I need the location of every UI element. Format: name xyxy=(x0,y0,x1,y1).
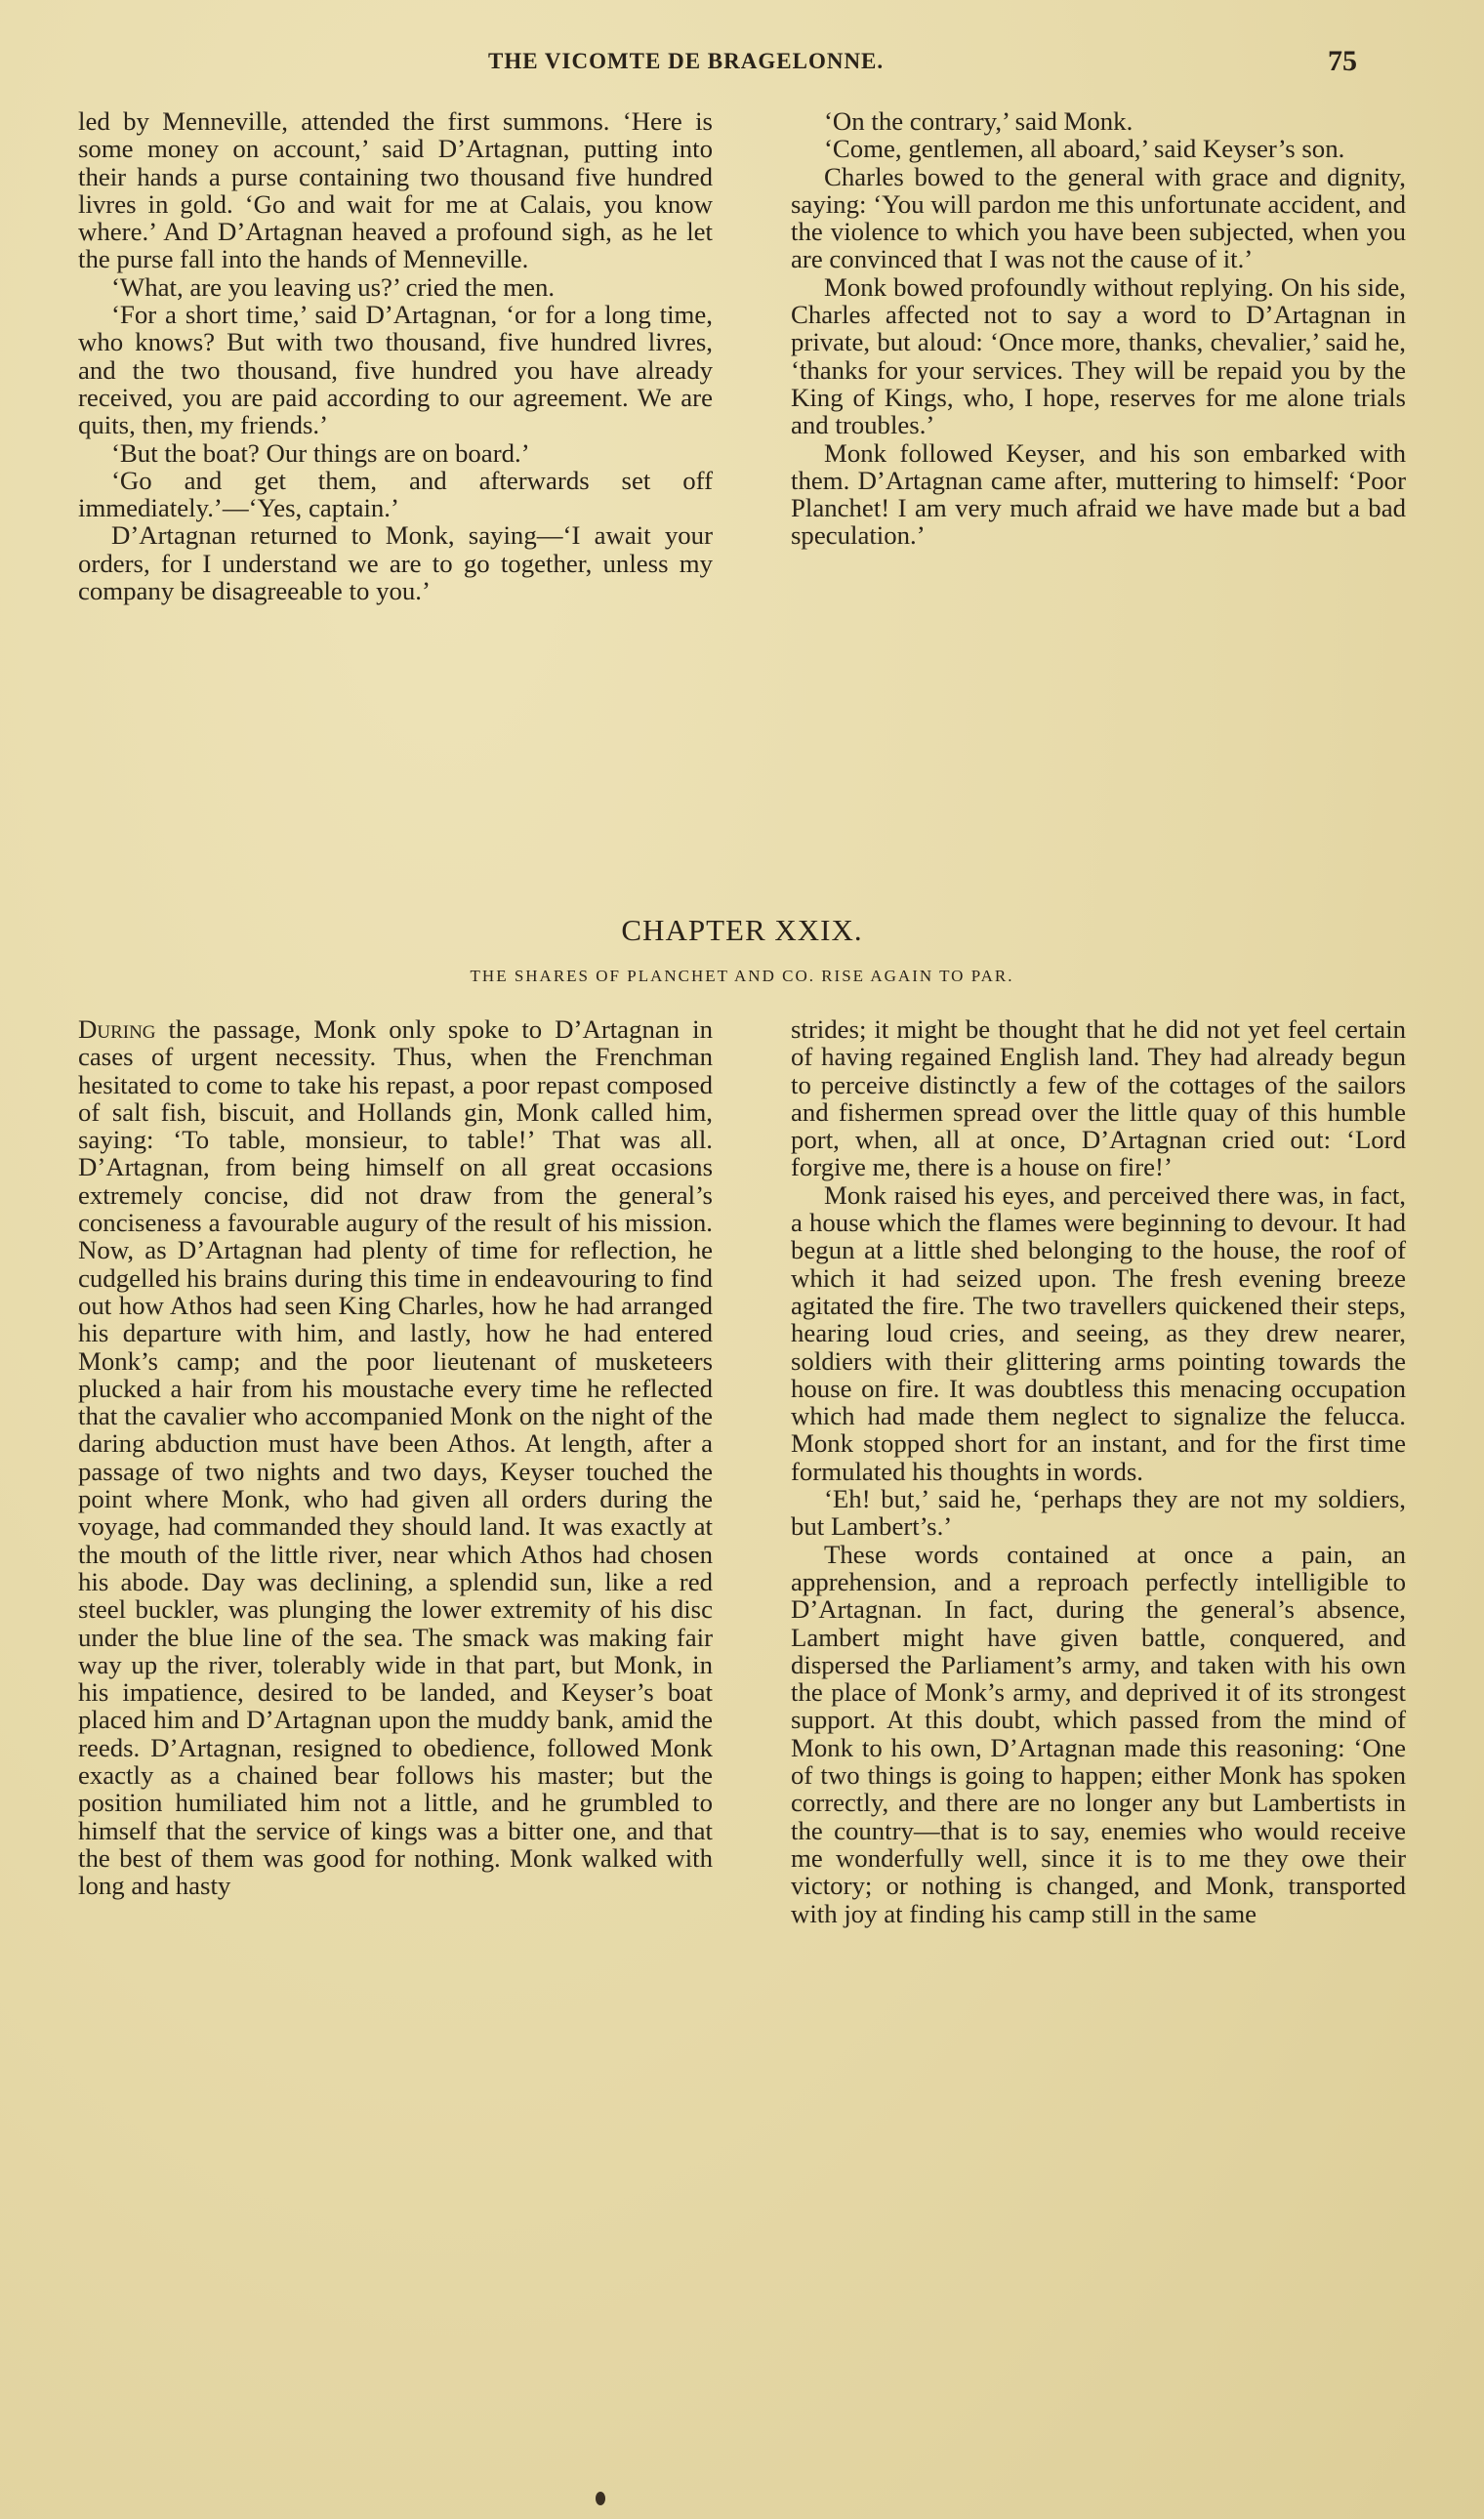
top-left-column xyxy=(78,107,713,604)
paragraph: ‘Eh! but,’ said he, ‘perhaps they are not my soldiers, but Lambert’s.’ xyxy=(791,1484,1406,1542)
drop-cap-word: During xyxy=(78,1014,156,1044)
page-number: 75 xyxy=(1328,45,1357,77)
paragraph: ‘For a short time,’ said D’Artagnan, ‘or for a long time, who knows? But with two thousand, five hundred livres, and the two thousand, five hundred you have already received, you are paid according to our agreement. We are quits, then, my friends.’ xyxy=(78,300,713,440)
paragraph: ‘Come, gentlemen, all aboard,’ said Keyser’s son. xyxy=(824,134,1345,164)
paragraph: Monk raised his eyes, and perceived there was, in fact, a house which the flames were beginning to devour. It had begun at a little shed belonging to the house, the roof of which it had seized upon. The fresh evening breeze agitated the fire. The two travellers quickened their steps, hearing loud cries, and seeing, as they drew nearer, soldiers with their glittering arms pointing towards the house on fire. It was doubtless this menacing occupation which had made them neglect to signalize the felucca. Monk stopped short for an instant, and for the first time formulated his thoughts in words. xyxy=(791,1179,1406,1486)
chapter-subtitle: THE SHARES OF PLANCHET AND CO. RISE AGAIN TO PAR. xyxy=(470,967,1014,985)
paragraph-text: the passage, Monk only spoke to D’Artagnan in cases of urgent necessity. Thus, when the Frenchman hesitated to come to take his repast, a poor repast composed of salt fish, biscuit, and Hollands gin, Monk called him, saying: ‘To table, monsieur, to table!’ That was all. D’Artagnan, from being himself on all great occasions extremely concise, did not draw from the general’s conciseness a favourable augury of the result of his mission. Now, as D’Artagnan had plenty of time for reflection, he cudgelled his brains during this time in endeavouring to find out how Athos had seen King Charles, how he had arranged his departure with him, and lastly, how he had entered Monk’s camp; and the poor lieutenant of musketeers plucked a hair from his moustache every time he reflected that the cavalier who accompanied Monk on the night of the daring abduction must have been Athos. At length, after a passage of two nights and two days, Keyser touched the point where Monk, who had given all orders during the voyage, had commanded they should land. It was exactly at the mouth of the little river, near which Athos had chosen his abode. Day was declining, a splendid sun, like a red steel buckler, was plunging the lower extremity of his disc under the blue line of the sea. The smack was making fair way up the river, tolerably wide in that part, but Monk, in his impatience, desired to be landed, and Keyser’s boat placed him and D’Artagnan upon the muddy bank, amid the reeds. D’Artagnan, resigned to obedience, followed Monk exactly as a chained bear follows his master; but the position humiliated him not a little, and he grumbled to himself that the service of kings was a bitter one, and that the best of them was good for nothing. Monk walked with long and hasty xyxy=(78,1014,713,1901)
paragraph: Charles bowed to the general with grace and dignity, saying: ‘You will pardon me this unfortunate accident, and the violence to which you have been subjected, when you are convinced that I was not the cause of it.’ xyxy=(791,161,1406,274)
paragraph: These words contained at once a pain, an apprehension, and a reproach perfectly intelligible to D’Artagnan. In fact, during the general’s absence, Lambert might have given battle, conquered, and dispersed the Parliament’s army, and taken with his own the place of Monk’s army, and deprived it of its strongest support. At this doubt, which passed from the mind of Monk to his own, D’Artagnan made this reasoning: ‘One of two things is going to happen; either Monk has spoken correctly, and there are no longer any but Lambertists in the country—that is to say, enemies who would receive me wonderfully well, since it is to me they owe their victory; or nothing is changed, and Monk, transported with joy at finding his camp still in the same xyxy=(791,1539,1406,1928)
paragraph: ‘On the contrary,’ said Monk. xyxy=(824,106,1134,136)
running-title: THE VICOMTE DE BRAGELONNE. xyxy=(488,49,885,73)
paragraph: strides; it might be thought that he did not yet feel certain of having regained English land. They had already begun to perceive distinctly a few of the cottages of the sailors and fishermen spread over the little quay of this humble port, when, all at once, D’Artagnan cried out: ‘Lord forgive me, there is a house on fire!’ xyxy=(791,1014,1406,1182)
bottom-right-column xyxy=(791,1015,1406,1927)
ink-dot xyxy=(596,2492,605,2505)
paragraph: ‘Go and get them, and afterwards set off immediately.’—‘Yes, captain.’ xyxy=(78,465,713,523)
paragraph: led by Menneville, attended the first summons. ‘Here is some money on account,’ said D’Artagnan, putting into their hands a purse containing two thousand five hundred livres in gold. ‘Go and wait for me at Calais, you know where.’ And D’Artagnan heaved a profound sigh, as he let the purse fall into the hands of Menneville. xyxy=(78,106,713,274)
top-right-column xyxy=(791,107,1406,550)
chapter-title: CHAPTER XXIX. xyxy=(621,913,863,947)
bottom-left-column xyxy=(78,1015,713,1900)
paragraph: Monk followed Keyser, and his son embarked with them. D’Artagnan came after, muttering to himself: ‘Poor Planchet! I am very much afraid we have made but a bad speculation.’ xyxy=(791,437,1406,551)
paragraph: ‘But the boat? Our things are on board.’ xyxy=(111,437,530,468)
paragraph: ‘What, are you leaving us?’ cried the men. xyxy=(111,271,556,302)
paragraph: D’Artagnan returned to Monk, saying—‘I await your orders, for I understand we are to go together, unless my company be disagreeable to you.’ xyxy=(78,520,713,606)
paragraph: Monk bowed profoundly without replying. On his side, Charles affected not to say a word to D’Artagnan in private, but aloud: ‘Once more, thanks, chevalier,’ said he, ‘thanks for your services. They will be repaid you by the King of Kings, who, I hope, reserves for me alone trials and troubles.’ xyxy=(791,271,1406,440)
opening-paragraph xyxy=(78,1015,713,1900)
